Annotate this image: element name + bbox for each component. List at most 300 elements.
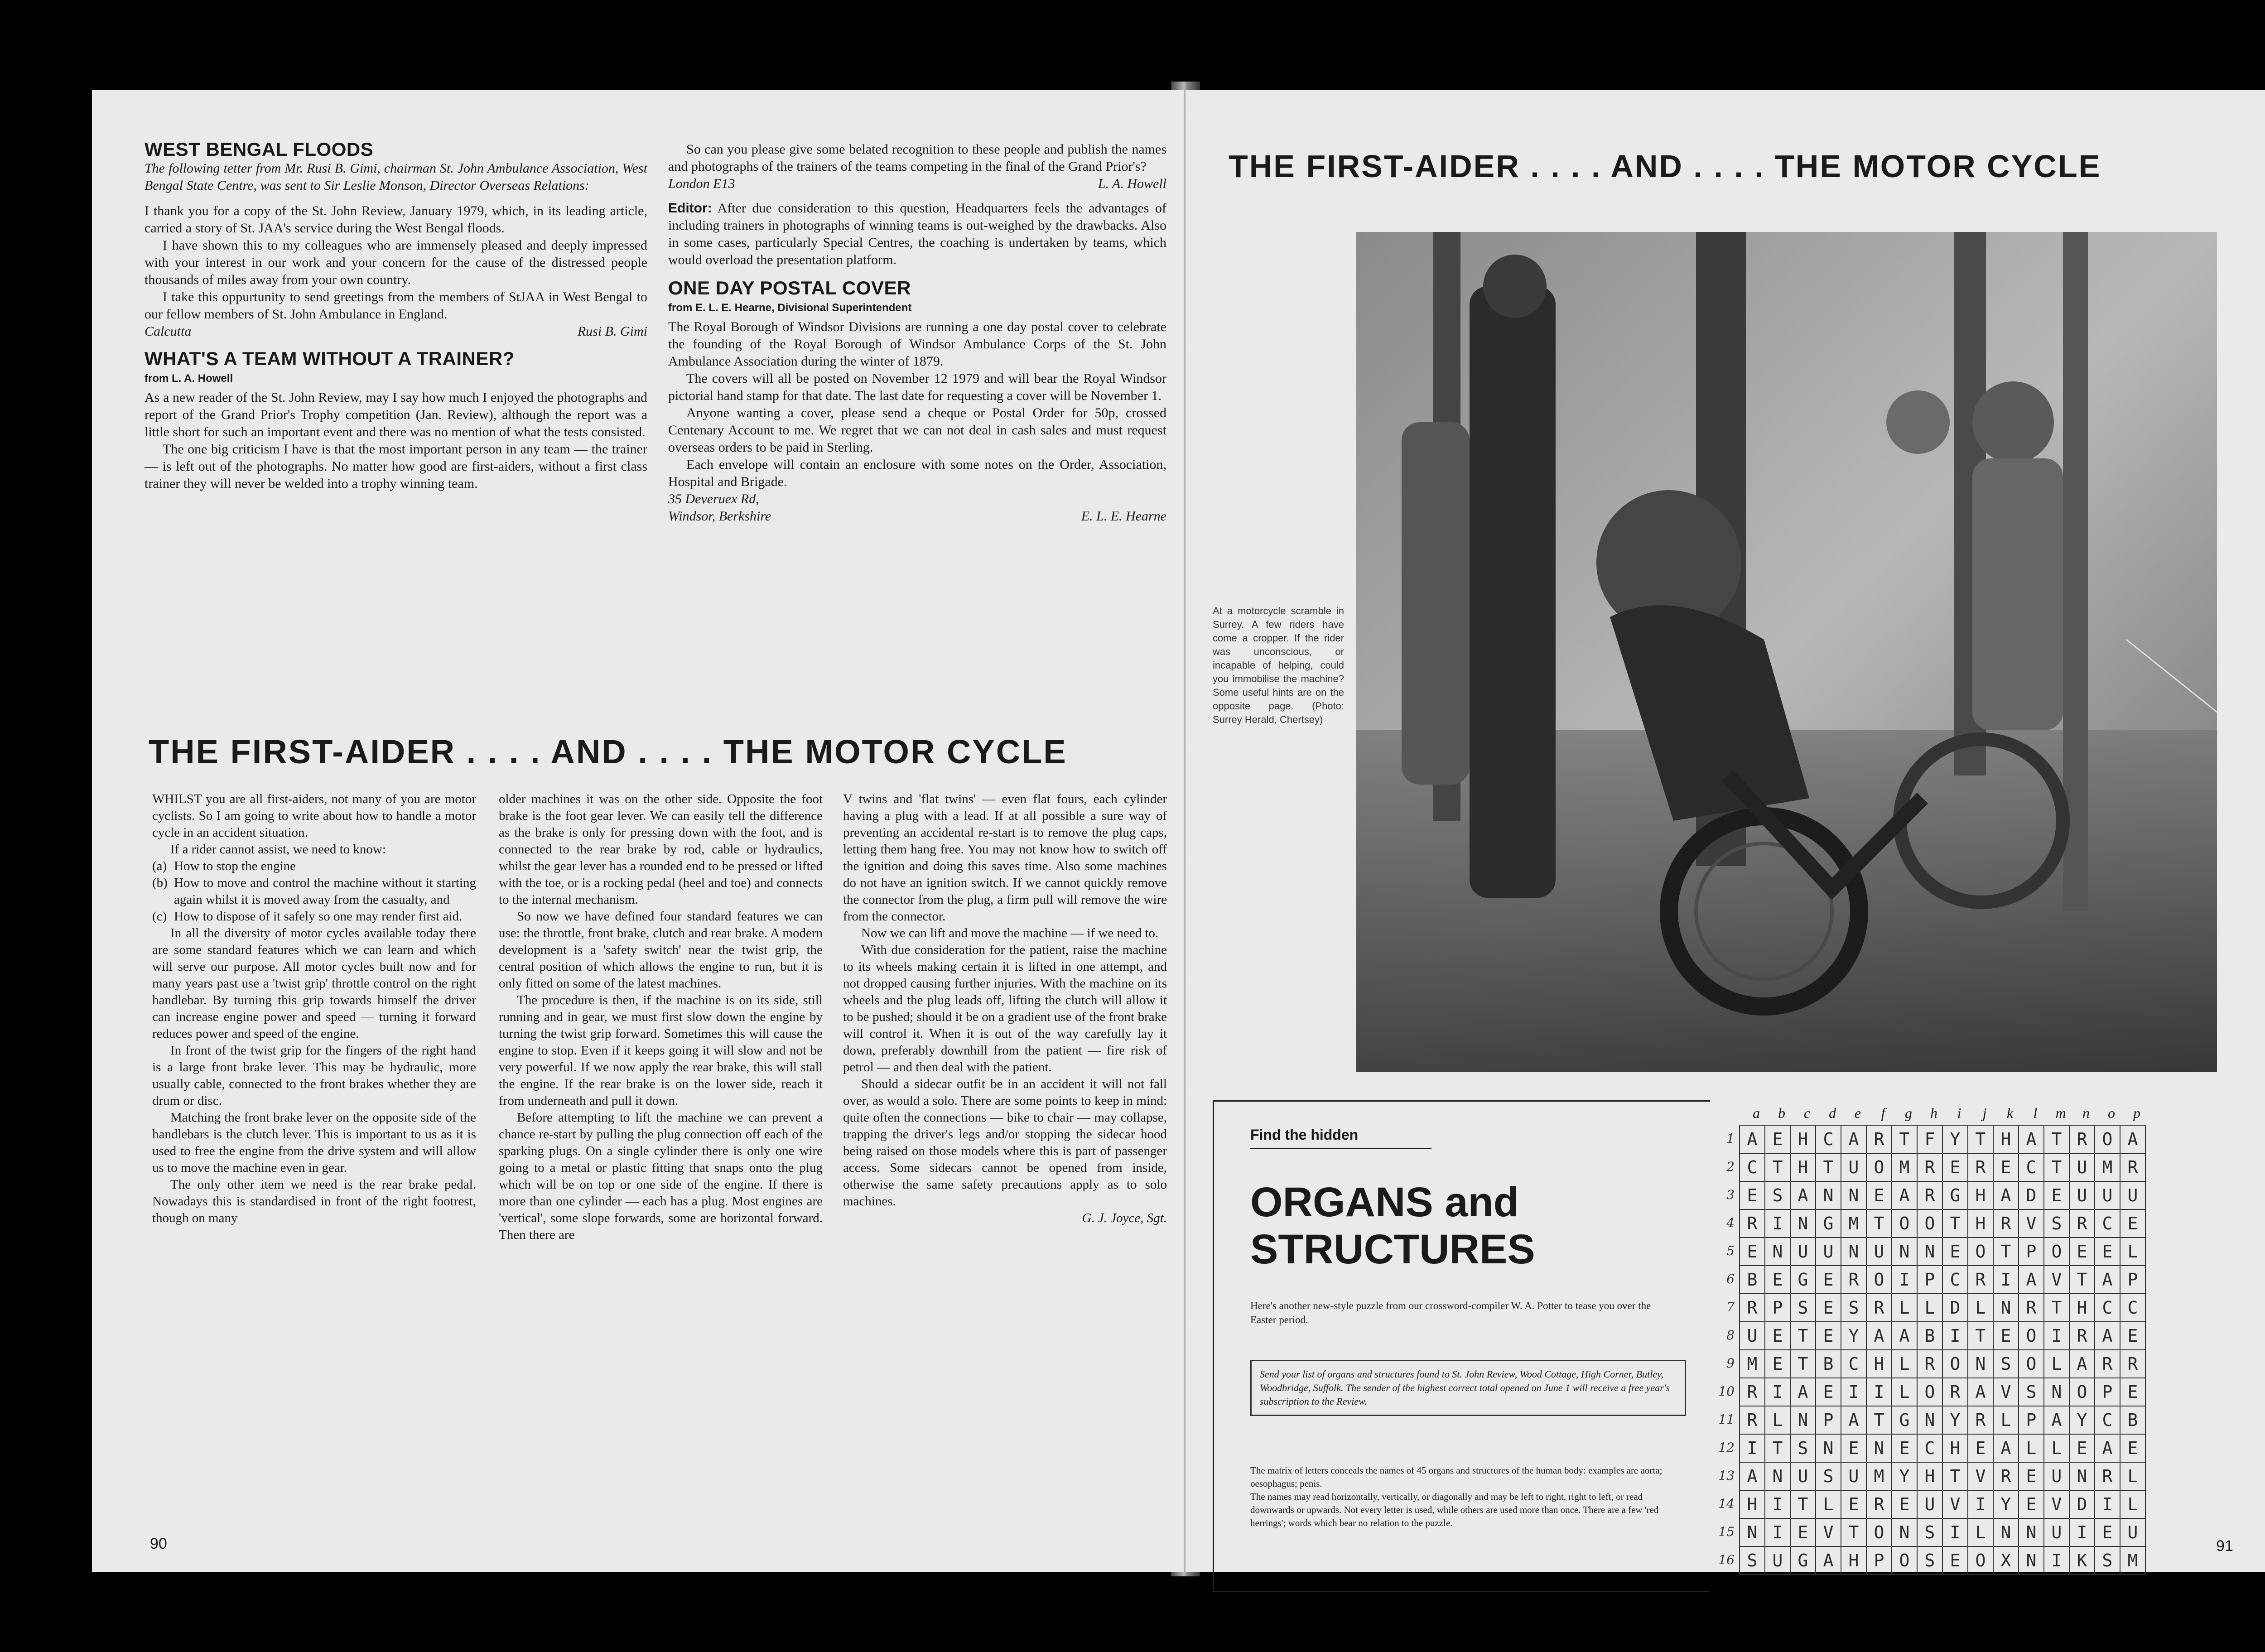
list-item-text: How to dispose of it safely so one may render first aid.	[174, 909, 463, 924]
postal-p3: Anyone wanting a cover, please send a cheque or Postal Order for 50p, crossed Centenary Account to me. We regret that we can not deal in cash sales and must request overseas orders to be paid in Sterling.	[668, 405, 1166, 455]
grid-cell: C	[1841, 1350, 1866, 1378]
grid-column-letter: h	[1930, 1105, 1937, 1121]
grid-cell: L	[2019, 1434, 2044, 1462]
grid-cell: R	[1740, 1378, 1765, 1406]
postal-from: from E. L. E. Hearne, Divisional Superintendent	[668, 302, 912, 314]
grid-cell: R	[1968, 1266, 1993, 1294]
grid-column-letter: e	[1854, 1105, 1861, 1121]
grid-cell: I	[1993, 1266, 2019, 1294]
article-c2-p4: Before attempting to lift the machine we can prevent a chance re-start by pulling the plug connection off each of the sparking plugs. On a single cylinder there is only one wire going to a metal or plastic fitting that snaps onto the plug which will be on top or one side of the engine. If there is more than one cylinder — each has a plug. Most engines are 'vertical', some slope forwards, some are horizontal forward. Then there are	[499, 1110, 823, 1242]
grid-cell: O	[1942, 1350, 1968, 1378]
grid-cell: A	[1841, 1406, 1866, 1434]
grid-cell: L	[2044, 1350, 2069, 1378]
grid-cell: T	[2044, 1294, 2069, 1322]
grid-cell: H	[1841, 1546, 1866, 1575]
team-signer: L. A. Howell	[1098, 176, 1166, 191]
grid-column-letter: g	[1905, 1105, 1912, 1121]
list-item	[152, 908, 476, 925]
grid-cell: N	[2019, 1546, 2044, 1575]
grid-cell: A	[1866, 1322, 1892, 1350]
grid-cell: O	[1866, 1266, 1892, 1294]
grid-cell: C	[2095, 1209, 2120, 1238]
motorcycle-scramble-photo	[1356, 232, 2217, 1072]
letter-grid	[1739, 1125, 2146, 1575]
article-banner-right: THE FIRST-AIDER . . . . AND . . . . THE MOTOR CYCLE	[1229, 149, 2101, 184]
grid-cell: R	[2095, 1462, 2120, 1490]
grid-cell: E	[1765, 1266, 1790, 1294]
grid-cell: U	[1790, 1238, 1816, 1266]
grid-column-letter: m	[2055, 1105, 2066, 1121]
grid-row-number: 1	[1726, 1131, 1735, 1146]
grid-row-number: 15	[1718, 1524, 1735, 1539]
grid-cell: C	[1942, 1266, 1968, 1294]
grid-cell: R	[2095, 1350, 2120, 1378]
grid-cell: R	[1942, 1378, 1968, 1406]
grid-body	[1716, 1125, 2149, 1575]
grid-cell: I	[1942, 1322, 1968, 1350]
grid-cell: A	[2095, 1322, 2120, 1350]
grid-cell: O	[1866, 1153, 1892, 1181]
grid-cell: A	[2019, 1125, 2044, 1153]
team-p1: As a new reader of the St. John Review, may I say how much I enjoyed the photographs and report of the Grand Prior's Trophy competition (Jan. Review), although the report was a little short for such an important event and there was no mention of what the tests consisted.	[145, 390, 647, 439]
grid-cell: O	[1917, 1209, 1942, 1238]
grid-cell: N	[1917, 1406, 1942, 1434]
grid-cell: M	[1892, 1153, 1917, 1181]
grid-cell: C	[2120, 1294, 2145, 1322]
puzzle-panel	[1213, 1100, 1710, 1592]
page-left	[92, 90, 1184, 1572]
grid-cell: E	[1866, 1181, 1892, 1209]
grid-cell: O	[1892, 1209, 1917, 1238]
article-column-2	[499, 791, 823, 1243]
postal-p1: The Royal Borough of Windsor Divisions are running a one day postal cover to celebrate the founding of the Royal Borough of Windsor Ambulance Corps of the St. John Ambulance Association during the winter of 1879.	[668, 319, 1166, 369]
grid-cell: R	[1917, 1181, 1942, 1209]
grid-cell: B	[1917, 1322, 1942, 1350]
grid-cell: L	[1816, 1490, 1841, 1518]
grid-cell: E	[1740, 1181, 1765, 1209]
grid-column-letter: a	[1753, 1105, 1760, 1121]
grid-cell: N	[1790, 1406, 1816, 1434]
grid-cell: I	[2044, 1546, 2069, 1575]
photo-illustration	[1356, 232, 2217, 1072]
grid-cell: I	[1968, 1490, 1993, 1518]
editor-label: Editor:	[668, 201, 712, 216]
grid-cell: A	[1790, 1181, 1816, 1209]
grid-row-number: 4	[1726, 1215, 1735, 1230]
grid-cell: U	[2120, 1518, 2145, 1546]
grid-cell: C	[1917, 1434, 1942, 1462]
grid-cell: A	[1841, 1125, 1866, 1153]
list-item-text: How to stop the engine	[174, 859, 296, 873]
grid-cell: P	[2019, 1238, 2044, 1266]
grid-row-numbers	[1716, 1125, 1739, 1575]
grid-cell: S	[1790, 1434, 1816, 1462]
grid-cell: V	[1993, 1378, 2019, 1406]
grid-cell: L	[1993, 1406, 2019, 1434]
article-banner-left: THE FIRST-AIDER . . . . AND . . . . THE MOTOR CYCLE	[149, 733, 1067, 771]
grid-cell: S	[1993, 1350, 2019, 1378]
grid-cell: A	[1816, 1546, 1841, 1575]
grid-row-number: 6	[1726, 1272, 1735, 1286]
grid-cell: L	[2044, 1434, 2069, 1462]
grid-cell: N	[1841, 1238, 1866, 1266]
grid-cell: N	[1816, 1434, 1841, 1462]
grid-cell: U	[1841, 1153, 1866, 1181]
list-item-label: (c)	[152, 909, 167, 924]
article-c3-p1: V twins and 'flat twins' — even flat fours, each cylinder having a plug with a lead. If at all possible a sure way of preventing an accidental re-start is to remove the plug caps, letting them hang free. You may not know how to switch off the ignition and doing this saves time. Also some machines do not have an ignition switch. If we cannot quickly remove the connector from the plug, a firm pull will remove the wire from the connector.	[843, 792, 1167, 924]
grid-cell: E	[2120, 1378, 2145, 1406]
grid-column-letter: n	[2082, 1105, 2090, 1121]
grid-row-number: 7	[1726, 1300, 1735, 1315]
grid-row	[1740, 1518, 2145, 1546]
grid-cell: A	[2019, 1266, 2044, 1294]
grid-cell: T	[1790, 1322, 1816, 1350]
grid-cell: E	[1968, 1434, 1993, 1462]
grid-cell: R	[2069, 1322, 2095, 1350]
puzzle-entry-box: Send your list of organs and structures found to St. John Review, Wood Cottage, High Corner, Butley, Woodbridge, Suffolk. The sender of the highest correct total opened on June 1 will receive a free year's subscription to the Review.	[1250, 1360, 1686, 1416]
grid-cell: M	[2095, 1153, 2120, 1181]
postal-address-line1: 35 Deveruex Rd,	[668, 491, 759, 506]
postal-address-line2: Windsor, Berkshire	[668, 509, 771, 524]
west-bengal-signature	[145, 323, 647, 340]
grid-row-number: 8	[1726, 1328, 1735, 1343]
grid-cell: V	[1968, 1462, 1993, 1490]
grid-cell: A	[2095, 1434, 2120, 1462]
list-item	[152, 875, 476, 908]
postal-p4: Each envelope will contain an enclosure with some notes on the Order, Association, Hospital and Brigade.	[668, 457, 1166, 489]
grid-cell: E	[1892, 1490, 1917, 1518]
grid-cell: U	[1816, 1238, 1841, 1266]
grid-column-letter: p	[2133, 1105, 2140, 1121]
puzzle-rules	[1250, 1464, 1685, 1530]
grid-cell: G	[1790, 1266, 1816, 1294]
team-signature	[668, 175, 1166, 193]
grid-cell: R	[2019, 1294, 2044, 1322]
west-bengal-p3: I take this oppurtunity to send greetings from the members of StJAA in West Bengal to our fellow members of St. John Ambulance in England.	[145, 289, 647, 322]
grid-cell: S	[1765, 1181, 1790, 1209]
grid-cell: E	[1942, 1153, 1968, 1181]
grid-cell: L	[1892, 1378, 1917, 1406]
grid-cell: H	[1968, 1181, 1993, 1209]
grid-cell: O	[2019, 1322, 2044, 1350]
grid-row	[1740, 1209, 2145, 1238]
grid-row	[1740, 1490, 2145, 1518]
team-p3: So can you please give some belated recognition to these people and publish the names and photographs of the trainers of the teams competing in the final of the Grand Prior's?	[668, 142, 1166, 174]
grid-cell: E	[1942, 1546, 1968, 1575]
letters-column-left	[145, 141, 647, 492]
article-list	[152, 858, 476, 925]
grid-cell: O	[1968, 1238, 1993, 1266]
puzzle-title	[1250, 1179, 1535, 1273]
grid-cell: E	[1816, 1266, 1841, 1294]
grid-row	[1740, 1181, 2145, 1209]
article-c1-p1: WHILST you are all first-aiders, not many of you are motor cyclists. So I am going to write about how to handle a motor cycle in an accident situation.	[152, 792, 476, 840]
grid-cell: O	[2019, 1350, 2044, 1378]
article-c2-p1: older machines it was on the other side. Opposite the foot brake is the foot gear lever. We can easily tell the difference as the brake is only for pressing down with the foot, and is connected to the rear brake by rod, cable or hydraulics, whilst the gear lever has a rounded end to be pressed or lifted with the toe, or is a rocking pedal (heel and toe) and connects to the internal mechanism.	[499, 792, 823, 907]
grid-cell: P	[1866, 1546, 1892, 1575]
grid-row	[1740, 1238, 2145, 1266]
grid-cell: O	[2095, 1125, 2120, 1153]
grid-cell: T	[2044, 1125, 2069, 1153]
grid-cell: E	[1740, 1238, 1765, 1266]
grid-cell: E	[1816, 1378, 1841, 1406]
grid-cell: B	[1816, 1350, 1841, 1378]
grid-cell: E	[1993, 1153, 2019, 1181]
grid-cell: N	[1917, 1238, 1942, 1266]
article-c2-p2: So now we have defined four standard features we can use: the throttle, front brake, clutch and rear brake. A modern development is a 'safety switch' near the twist grip, the central position of which allows the engine to run, but it is only fitted on some of the latest machines.	[499, 909, 823, 991]
grid-cell: N	[1892, 1238, 1917, 1266]
grid-cell: M	[1740, 1350, 1765, 1378]
grid-row-number: 11	[1718, 1412, 1735, 1427]
list-item-text: How to move and control the machine without it starting again whilst it is moved away from the casualty, and	[174, 876, 476, 907]
grid-cell: R	[1740, 1209, 1765, 1238]
grid-cell: A	[1892, 1322, 1917, 1350]
article-column-1	[152, 791, 476, 1227]
grid-cell: G	[1790, 1546, 1816, 1575]
grid-row-number: 14	[1718, 1496, 1735, 1511]
team-place: London E13	[668, 176, 735, 191]
grid-cell: P	[1816, 1406, 1841, 1434]
grid-cell: R	[1740, 1406, 1765, 1434]
team-p2: The one big criticism I have is that the most important person in any team — the trainer — is left out of the photographs. No matter how good are first-aiders, without a first class trainer they will never be welded into a trophy winning team.	[145, 442, 647, 491]
grid-row	[1740, 1125, 2145, 1153]
grid-cell: A	[1892, 1181, 1917, 1209]
grid-cell: I	[2069, 1518, 2095, 1546]
grid-cell: U	[2069, 1153, 2095, 1181]
grid-column-letter: k	[2006, 1105, 2014, 1121]
grid-cell: U	[2095, 1181, 2120, 1209]
grid-cell: E	[1892, 1434, 1917, 1462]
grid-cell: D	[2019, 1181, 2044, 1209]
grid-cell: U	[2044, 1462, 2069, 1490]
grid-cell: N	[1740, 1518, 1765, 1546]
grid-cell: E	[1841, 1434, 1866, 1462]
grid-cell: S	[1740, 1546, 1765, 1575]
grid-cell: O	[1892, 1546, 1917, 1575]
grid-cell: I	[1765, 1209, 1790, 1238]
grid-column-letter: c	[1803, 1105, 1811, 1121]
grid-cell: P	[2120, 1266, 2145, 1294]
grid-row-number: 3	[1726, 1187, 1735, 1202]
grid-cell: N	[2044, 1378, 2069, 1406]
grid-cell: R	[2069, 1125, 2095, 1153]
grid-cell: N	[1866, 1434, 1892, 1462]
grid-cell: A	[1968, 1378, 1993, 1406]
grid-cell: Y	[1942, 1406, 1968, 1434]
editor-text: After due consideration to this question, Headquarters feels the advantages of including trainers in photographs of winning teams is out-weighed by the drawbacks. Also in some cases, particularly Special Centres, the coaching is undertaken by teams, which would overload the presentation platform.	[668, 201, 1166, 267]
grid-column-letter: d	[1829, 1105, 1836, 1121]
grid-cell: U	[1841, 1462, 1866, 1490]
grid-cell: O	[1968, 1546, 1993, 1575]
puzzle-intro: Here's another new-style puzzle from our crossword-compiler W. A. Potter to tease you over the Easter period.	[1250, 1300, 1651, 1325]
puzzle-title-line2: STRUCTURES	[1250, 1226, 1535, 1272]
grid-cell: O	[2069, 1378, 2095, 1406]
west-bengal-intro: The following tetter from Mr. Rusi B. Gimi, chairman St. John Ambulance Association, West Bengal State Centre, was sent to Sir Leslie Monson, Director Overseas Relations:	[145, 161, 647, 193]
grid-cell: D	[2069, 1490, 2095, 1518]
grid-cell: P	[2095, 1378, 2120, 1406]
article-c1-p5: Matching the front brake lever on the opposite side of the handlebars is the clutch lever. This is important to us as it is used to free the engine from the drive system and will allow us to move the machine even in gear.	[152, 1110, 476, 1175]
grid-cell: T	[1993, 1238, 2019, 1266]
grid-cell: T	[1816, 1153, 1841, 1181]
grid-cell: U	[1765, 1546, 1790, 1575]
grid-cell: L	[1892, 1294, 1917, 1322]
postal-signer: E. L. E. Hearne	[1081, 509, 1166, 524]
grid-cell: U	[2120, 1181, 2145, 1209]
grid-cell: H	[2069, 1294, 2095, 1322]
grid-cell: R	[2120, 1153, 2145, 1181]
grid-column-letters	[1744, 1105, 2149, 1125]
grid-cell: R	[1968, 1406, 1993, 1434]
grid-cell: R	[1740, 1294, 1765, 1322]
grid-cell: T	[1790, 1350, 1816, 1378]
grid-cell: S	[2044, 1209, 2069, 1238]
grid-cell: E	[2069, 1238, 2095, 1266]
grid-cell: L	[2120, 1238, 2145, 1266]
grid-cell: P	[1765, 1294, 1790, 1322]
grid-cell: I	[1765, 1518, 1790, 1546]
grid-cell: H	[1993, 1125, 2019, 1153]
editor-reply	[668, 200, 1166, 269]
grid-cell: Y	[1892, 1462, 1917, 1490]
grid-cell: O	[2044, 1238, 2069, 1266]
grid-cell: T	[2069, 1266, 2095, 1294]
grid-row-number: 5	[1726, 1243, 1735, 1258]
grid-row-number: 10	[1718, 1384, 1735, 1399]
grid-cell: H	[1968, 1209, 1993, 1238]
grid-cell: V	[1942, 1490, 1968, 1518]
grid-cell: C	[1816, 1125, 1841, 1153]
team-from: from L. A. Howell	[145, 372, 233, 385]
grid-cell: U	[2044, 1518, 2069, 1546]
grid-cell: E	[1765, 1322, 1790, 1350]
article-c1-p3: In all the diversity of motor cycles available today there are some standard features which we can learn and which will serve our purpose. All motor cycles built now and for many years past use a 'twist grip' throttle control on the right handlebar. By turning this grip towards himself the driver can increase engine power and speed — turning it forward reduces power and speed of the engine.	[152, 926, 476, 1041]
grid-cell: S	[1917, 1546, 1942, 1575]
grid-row	[1740, 1153, 2145, 1181]
grid-row	[1740, 1322, 2145, 1350]
grid-cell: E	[2095, 1518, 2120, 1546]
article-c3-p4: Should a sidecar outfit be in an accident it will not fall over, as would a solo. There are some points to keep in mind: quite often the connections — bike to chair — may collapse, trapping the driver's legs and/or stopping the sidecar hood being raised on those models where this is part of passenger access. Some sidecars cannot be opened from inside, otherwise the same safety precautions apply as to solo machines.	[843, 1077, 1167, 1209]
grid-cell: S	[1917, 1518, 1942, 1546]
grid-cell: E	[2044, 1181, 2069, 1209]
grid-cell: I	[1942, 1518, 1968, 1546]
grid-cell: F	[1917, 1125, 1942, 1153]
grid-cell: M	[2120, 1546, 2145, 1575]
grid-cell: U	[1790, 1462, 1816, 1490]
grid-cell: N	[1765, 1462, 1790, 1490]
grid-cell: T	[1790, 1490, 1816, 1518]
grid-cell: E	[2095, 1238, 2120, 1266]
grid-cell: S	[1816, 1462, 1841, 1490]
grid-cell: N	[2019, 1518, 2044, 1546]
grid-row-number: 12	[1718, 1440, 1735, 1455]
grid-cell: S	[1841, 1294, 1866, 1322]
grid-cell: N	[1765, 1238, 1790, 1266]
photo-caption: At a motorcycle scramble in Surrey. A few riders have come a cropper. If the rider was unconscious, or incapable of helping, could you immobilise the machine? Some useful hints are on the opposite page. (Photo: Surrey Herald, Chertsey)	[1213, 605, 1344, 725]
grid-cell: B	[1740, 1266, 1765, 1294]
grid-cell: I	[1740, 1434, 1765, 1462]
grid-column-letter: l	[2033, 1105, 2038, 1121]
grid-cell: E	[2019, 1462, 2044, 1490]
team-heading: WHAT'S A TEAM WITHOUT A TRAINER?	[145, 348, 515, 369]
grid-cell: A	[1790, 1378, 1816, 1406]
grid-cell: P	[2019, 1406, 2044, 1434]
grid-cell: G	[1942, 1181, 1968, 1209]
grid-cell: S	[2095, 1546, 2120, 1575]
grid-cell: N	[1841, 1181, 1866, 1209]
grid-cell: M	[1866, 1462, 1892, 1490]
grid-cell: A	[1740, 1125, 1765, 1153]
grid-cell: A	[2069, 1350, 2095, 1378]
grid-cell: E	[1765, 1125, 1790, 1153]
grid-cell: L	[1968, 1518, 1993, 1546]
grid-cell: I	[1892, 1266, 1917, 1294]
grid-cell: U	[1917, 1490, 1942, 1518]
west-bengal-heading: WEST BENGAL FLOODS	[145, 139, 374, 160]
postal-p2: The covers will all be posted on November 12 1979 and will bear the Royal Windsor pictorial hand stamp for that date. The last date for requesting a cover will be November 1.	[668, 371, 1166, 403]
grid-cell: H	[1790, 1125, 1816, 1153]
grid-row	[1740, 1294, 2145, 1322]
grid-cell: H	[1790, 1153, 1816, 1181]
grid-cell: H	[1942, 1434, 1968, 1462]
grid-cell: M	[1841, 1209, 1866, 1238]
grid-cell: U	[1740, 1322, 1765, 1350]
grid-cell: R	[1917, 1153, 1942, 1181]
grid-cell: G	[1892, 1406, 1917, 1434]
grid-cell: B	[2120, 1406, 2145, 1434]
grid-row	[1740, 1350, 2145, 1378]
grid-cell: L	[1917, 1294, 1942, 1322]
grid-column-letter: j	[1982, 1105, 1987, 1121]
grid-cell: E	[1841, 1490, 1866, 1518]
grid-cell: Y	[1942, 1125, 1968, 1153]
grid-cell: E	[1790, 1518, 1816, 1546]
article-c3-p2: Now we can lift and move the machine — if we need to.	[861, 926, 1159, 940]
grid-cell: A	[1740, 1462, 1765, 1490]
grid-cell: A	[2120, 1125, 2145, 1153]
grid-cell: T	[1968, 1125, 1993, 1153]
grid-cell: V	[1816, 1518, 1841, 1546]
grid-row	[1740, 1434, 2145, 1462]
grid-cell: S	[2019, 1378, 2044, 1406]
page-number-right: 91	[2216, 1537, 2233, 1555]
page-right	[1186, 90, 2265, 1572]
grid-cell: Y	[1993, 1490, 2019, 1518]
west-bengal-p1: I thank you for a copy of the St. John Review, January 1979, which, in its leading article, carried a story of St. JAA's service during the West Bengal floods.	[145, 203, 647, 236]
west-bengal-place: Calcutta	[145, 324, 192, 339]
grid-cell: D	[1942, 1294, 1968, 1322]
grid-cell: O	[1866, 1518, 1892, 1546]
article-signer: G. J. Joyce, Sgt.	[1082, 1211, 1167, 1225]
grid-cell: I	[1841, 1378, 1866, 1406]
grid-cell: Y	[2069, 1406, 2095, 1434]
grid-cell: N	[1993, 1518, 2019, 1546]
kicker-rule	[1250, 1148, 1431, 1149]
grid-row	[1740, 1546, 2145, 1575]
grid-cell: N	[2069, 1462, 2095, 1490]
grid-cell: L	[2120, 1490, 2145, 1518]
grid-cell: T	[1765, 1434, 1790, 1462]
grid-cell: A	[2095, 1266, 2120, 1294]
grid-cell: V	[2019, 1209, 2044, 1238]
grid-cell: S	[1790, 1294, 1816, 1322]
grid-cell: R	[1866, 1294, 1892, 1322]
grid-cell: L	[1892, 1350, 1917, 1378]
grid-cell: N	[1790, 1209, 1816, 1238]
puzzle-rules-p2: The names may read horizontally, vertically, or diagonally and may be left to right, right to left, or read downwards or upwards. Not every letter is used, while others are used more than once. There are a few 'red herrings'; words which bear no relation to the puzzle.	[1250, 1491, 1659, 1528]
grid-cell: V	[2044, 1490, 2069, 1518]
grid-cell: T	[2044, 1153, 2069, 1181]
grid-cell: G	[1816, 1209, 1841, 1238]
